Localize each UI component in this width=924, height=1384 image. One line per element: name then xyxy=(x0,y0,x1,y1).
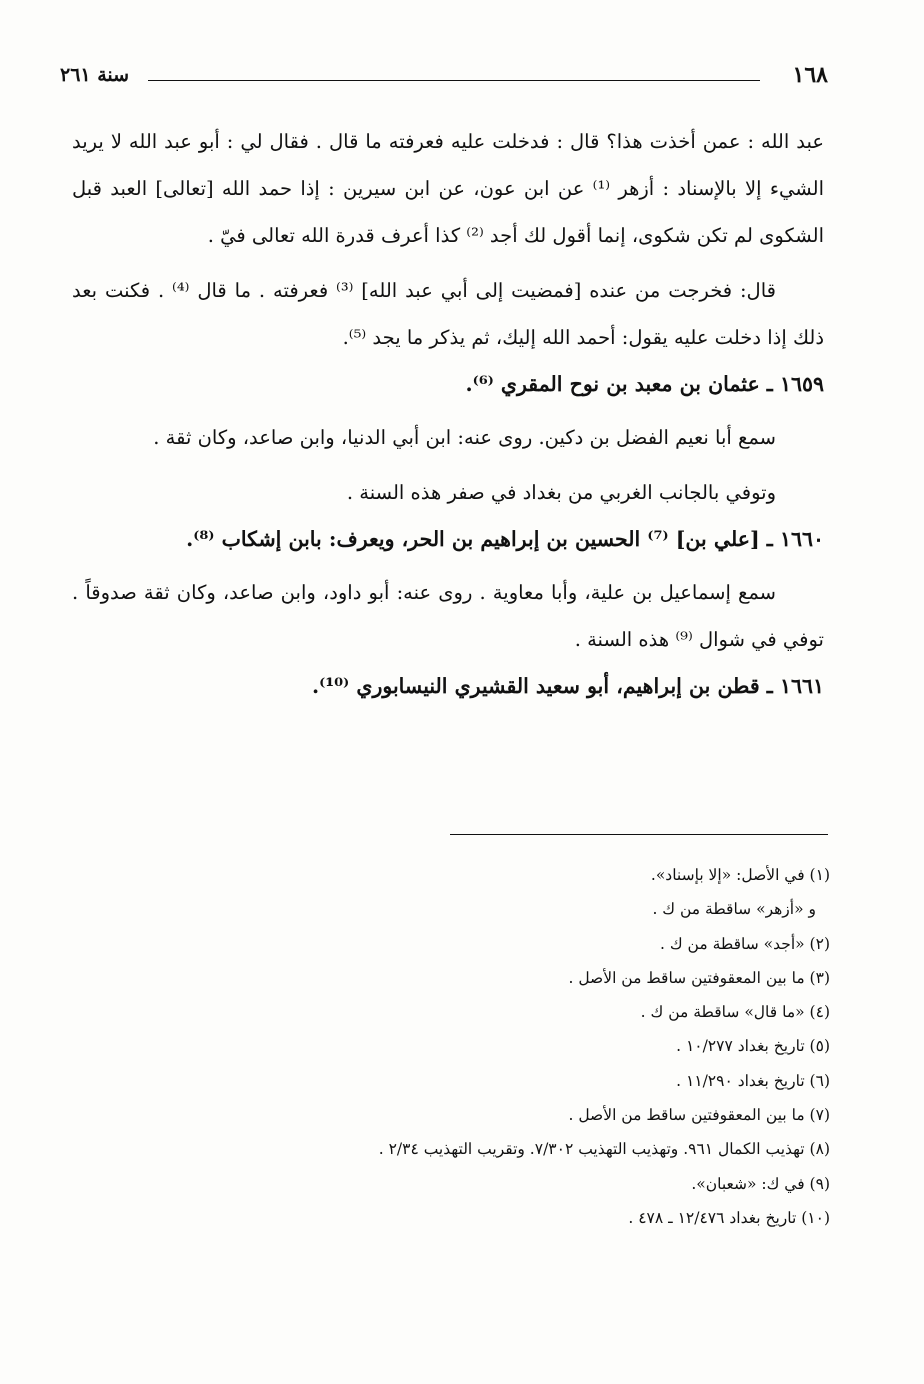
footnotes xyxy=(270,858,830,1235)
footnote: (٤) «ما قال» ساقطة من ك . xyxy=(640,1003,830,1022)
page-number: ١٦٨ xyxy=(792,62,828,88)
paragraph: سمع إسماعيل بن علية، وأبا معاوية . روى عنه: أبو داود، وابن صاعد، وكان ثقة صدوقاً . توفي في شوال ⁽⁹⁾ هذه السنة . xyxy=(72,581,824,651)
footnote: (١) في الأصل: «إلا بإسناد». xyxy=(650,866,830,884)
entry-heading: ١٦٦٠ ـ [علي بن] ⁽⁷⁾ الحسين بن إبراهيم بن الحر، ويعرف: بابن إشكاب ⁽⁸⁾. xyxy=(186,527,824,551)
running-head-year: سنة ٢٦١ xyxy=(60,64,130,86)
main-text xyxy=(72,118,824,716)
footnote: و «أزهر» ساقطة من ك . xyxy=(652,900,816,919)
footnote: (٢) «أجد» ساقطة من ك . xyxy=(659,934,830,953)
paragraph: قال: فخرجت من عنده [فمضيت إلى أبي عبد الله] ⁽³⁾ فعرفته . ما قال ⁽⁴⁾ . فكنت بعد ذلك إذا دخلت عليه يقول: أحمد الله إليك، ثم يذكر ما يجد ⁽⁵⁾. xyxy=(72,279,824,349)
footnote: (٦) تاريخ بغداد ١١/٢٩٠ . xyxy=(676,1071,830,1090)
page-header xyxy=(60,62,828,96)
header-rule xyxy=(148,80,760,81)
footnote-separator xyxy=(450,834,828,835)
entry-heading: ١٦٦١ ـ قطن بن إبراهيم، أبو سعيد القشيري النيسابوري ⁽¹⁰⁾. xyxy=(311,674,824,698)
footnote: (٥) تاريخ بغداد ١٠/٢٧٧ . xyxy=(676,1037,830,1056)
entry-heading: ١٦٥٩ ـ عثمان بن معبد بن نوح المقري ⁽⁶⁾. xyxy=(465,372,824,396)
footnote: (٧) ما بين المعقوفتين ساقط من الأصل . xyxy=(568,1106,830,1125)
paragraph: سمع أبا نعيم الفضل بن دكين. روى عنه: ابن أبي الدنيا، وابن صاعد، وكان ثقة . xyxy=(153,426,776,449)
footnote: (٩) في ك: «شعبان». xyxy=(691,1174,830,1193)
footnote: (٨) تهذيب الكمال ٩٦١. وتهذيب التهذيب ٧/٣٠٢. وتقريب التهذيب ٢/٣٤ . xyxy=(378,1140,830,1159)
footnote: (٣) ما بين المعقوفتين ساقط من الأصل . xyxy=(568,968,830,987)
paragraph: وتوفي بالجانب الغربي من بغداد في صفر هذه السنة . xyxy=(346,481,776,504)
footnote: (١٠) تاريخ بغداد ١٢/٤٧٦ ـ ٤٧٨ . xyxy=(628,1208,830,1227)
paragraph: عبد الله : عمن أخذت هذا؟ قال : فدخلت عليه فعرفته ما قال . فقال لي : أبو عبد الله لا يريد الشيء إلا بالإسناد : أزهر ⁽¹⁾ عن ابن عون، عن ابن سيرين : إذا حمد الله [تعالى] العبد قبل الشكوى لم تكن شكوى، إنما أقول لك أجد ⁽²⁾ كذا أعرف قدرة الله تعالى فيّ . xyxy=(72,130,824,247)
